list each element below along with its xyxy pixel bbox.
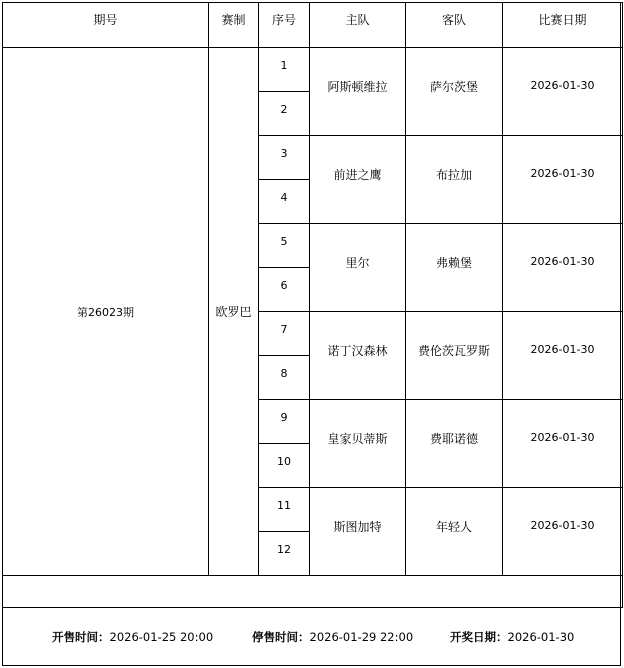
blank-cell [3,576,623,608]
away-team: 布拉加 [406,136,503,224]
issue-cell: 第26023期 [3,48,209,576]
match-date: 2026-01-30 [503,136,623,224]
no-cell: 11 [259,488,310,532]
no-cell: 5 [259,224,310,268]
home-team: 诺丁汉森林 [310,312,406,400]
header-row [3,3,623,48]
no-cell: 7 [259,312,310,356]
away-team: 萨尔茨堡 [406,48,503,136]
sale-start-label: 开售时间： [52,630,110,644]
draw-date-value: 2026-01-30 [507,630,575,644]
no-cell: 10 [259,444,310,488]
header-home: 主队 [310,3,406,48]
header-no: 序号 [259,3,310,48]
match-date: 2026-01-30 [503,48,623,136]
home-team: 里尔 [310,224,406,312]
header-away: 客队 [406,3,503,48]
no-cell: 6 [259,268,310,312]
away-team: 年轻人 [406,488,503,576]
match-date: 2026-01-30 [503,224,623,312]
home-team: 前进之鹰 [310,136,406,224]
no-cell: 1 [259,48,310,92]
sale-stop-label: 停售时间： [252,630,310,644]
away-team: 弗赖堡 [406,224,503,312]
away-team: 费耶诺德 [406,400,503,488]
schedule-table [2,2,623,608]
sale-info-footer [2,620,622,666]
sale-stop [252,629,413,645]
match-date: 2026-01-30 [503,488,623,576]
type-cell: 欧罗巴 [209,48,259,576]
table-row [3,48,623,92]
home-team: 阿斯顿维拉 [310,48,406,136]
draw-date-label: 开奖日期： [450,630,508,644]
draw-date [450,629,574,645]
header-issue: 期号 [3,3,209,48]
sale-stop-value: 2026-01-29 22:00 [309,630,414,644]
no-cell: 2 [259,92,310,136]
no-cell: 12 [259,532,310,576]
away-team: 费伦茨瓦罗斯 [406,312,503,400]
no-cell: 4 [259,180,310,224]
match-date: 2026-01-30 [503,400,623,488]
no-cell: 3 [259,136,310,180]
no-cell: 8 [259,356,310,400]
sale-start-value: 2026-01-25 20:00 [109,630,214,644]
sale-start [52,629,213,645]
blank-row [3,576,623,608]
no-cell: 9 [259,400,310,444]
home-team: 斯图加特 [310,488,406,576]
home-team: 皇家贝蒂斯 [310,400,406,488]
match-date: 2026-01-30 [503,312,623,400]
header-type: 赛制 [209,3,259,48]
header-date: 比赛日期 [503,3,623,48]
